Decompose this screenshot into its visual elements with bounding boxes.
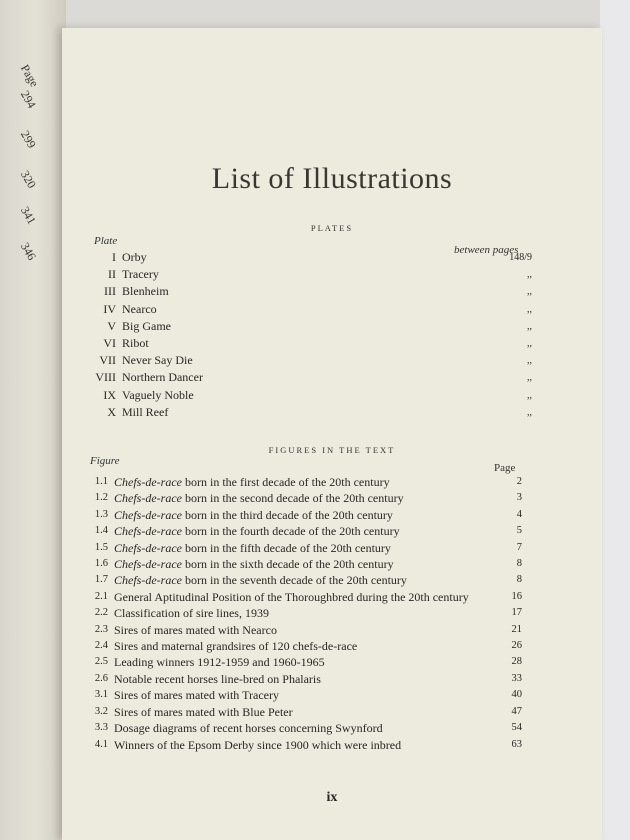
- figure-title: [114, 687, 478, 703]
- plate-name: Tracery: [122, 267, 159, 282]
- figure-row: [82, 556, 522, 572]
- plate-page: ,,: [527, 389, 532, 401]
- figure-page: 8: [516, 574, 522, 586]
- figure-title-text: born in the third decade of the 20th century: [181, 507, 393, 522]
- figure-row: [82, 687, 522, 703]
- plates-column-label: Plate: [94, 235, 118, 247]
- figure-page: 54: [511, 722, 522, 734]
- page-folio: ix: [326, 790, 338, 805]
- figure-title-text: born in the sixth decade of the 20th century: [181, 557, 394, 572]
- plate-name: Vaguely Noble: [122, 387, 194, 402]
- figure-page: 47: [511, 705, 522, 717]
- plate-page: ,,: [527, 269, 532, 281]
- figure-title-text: Sires of mares mated with Blue Peter: [114, 704, 293, 719]
- plate-name: Mill Reef: [122, 404, 169, 419]
- previous-page-number: 346: [17, 240, 39, 263]
- figure-title: [114, 490, 478, 506]
- plate-name: Big Game: [122, 318, 171, 333]
- figure-page: 16: [511, 590, 522, 602]
- plate-name: Orby: [122, 250, 147, 264]
- plate-number: II: [108, 267, 116, 282]
- plate-number: I: [112, 250, 116, 264]
- plate-number: IV: [103, 301, 116, 316]
- figure-title: [114, 704, 478, 720]
- figure-title-lead: Chefs-de-race: [114, 540, 182, 555]
- figure-title-text: Sires of mares mated with Nearco: [114, 622, 277, 637]
- figure-title-lead: Chefs-de-race: [114, 507, 182, 522]
- plate-number: VII: [99, 353, 116, 368]
- figure-title-text: Winners of the Epsom Derby since 1900 which were inbred: [114, 737, 402, 752]
- plate-row: [92, 352, 532, 369]
- plate-page: ,,: [527, 337, 532, 349]
- background-wall: [600, 0, 630, 840]
- book-page: [62, 28, 602, 840]
- figure-number: 2.3: [94, 623, 108, 635]
- figure-title: [114, 507, 478, 523]
- figure-row: [82, 671, 522, 687]
- page-title: List of Illustrations: [211, 162, 453, 195]
- plate-row: [92, 387, 532, 404]
- figure-title: [114, 523, 478, 539]
- figure-number: 1.2: [94, 492, 108, 504]
- figure-page: 3: [516, 492, 522, 504]
- figure-title: [114, 605, 478, 621]
- plate-number: VIII: [95, 370, 116, 385]
- figure-page: 5: [516, 525, 522, 537]
- previous-page-label: Page: [17, 62, 42, 90]
- figure-title-text: born in the seventh decade of the 20th century: [181, 573, 407, 588]
- figure-title: [114, 737, 478, 753]
- figure-title-lead: Chefs-de-race: [114, 475, 182, 489]
- figure-number: 1.5: [94, 541, 108, 553]
- figure-number: 1.1: [94, 476, 108, 487]
- plate-number: III: [104, 284, 116, 299]
- figure-number: 1.3: [94, 508, 108, 520]
- figure-title: [114, 540, 478, 556]
- plate-name: Blenheim: [122, 284, 169, 299]
- figure-title-text: Classification of sire lines, 1939: [114, 606, 269, 621]
- figure-number: 3.1: [94, 689, 108, 701]
- plate-page: 148/9: [509, 252, 532, 263]
- figure-number: 2.1: [94, 590, 108, 602]
- figure-row: [82, 622, 522, 638]
- plate-row: [92, 369, 532, 386]
- figure-title-text: born in the first decade of the 20th century: [181, 475, 390, 489]
- plate-number: VI: [103, 335, 116, 350]
- figure-title-text: born in the fifth decade of the 20th century: [181, 540, 391, 555]
- figure-page: 21: [511, 623, 522, 635]
- figure-row: [82, 540, 522, 556]
- figure-row: [82, 507, 522, 523]
- plate-page: ,,: [527, 406, 532, 418]
- plate-page: ,,: [527, 372, 532, 384]
- plate-row: [92, 283, 532, 300]
- figures-heading: FIGURES IN THE TEXT: [268, 445, 396, 455]
- figure-row: [82, 474, 522, 490]
- figures-page-label: Page: [494, 462, 516, 474]
- figure-page: 7: [516, 541, 522, 553]
- figure-row: [82, 523, 522, 539]
- figure-title: [114, 720, 478, 736]
- figure-title-lead: Chefs-de-race: [114, 573, 182, 588]
- plate-name: Northern Dancer: [122, 370, 203, 385]
- plate-number: IX: [103, 387, 116, 402]
- figure-row: [82, 720, 522, 736]
- plates-pages-label: between pages: [454, 244, 519, 256]
- figure-title-text: born in the second decade of the 20th century: [181, 491, 404, 506]
- previous-page-number: 320: [17, 168, 39, 191]
- figure-page: 28: [511, 656, 522, 668]
- plate-page: ,,: [527, 286, 532, 298]
- figure-title-text: Sires and maternal grandsires of 120 chefs-de-race: [114, 639, 358, 654]
- figure-title-text: Dosage diagrams of recent horses concerning Swynford: [114, 721, 383, 736]
- figure-row: [82, 605, 522, 621]
- figure-title: [114, 474, 478, 490]
- previous-page-number: 294: [17, 88, 39, 111]
- figure-title-lead: Chefs-de-race: [114, 491, 182, 506]
- plates-heading: PLATES: [310, 223, 354, 233]
- figure-title-lead: Chefs-de-race: [114, 557, 182, 572]
- figure-number: 2.5: [94, 656, 108, 668]
- figure-number: 1.7: [94, 574, 108, 586]
- figure-number: 1.4: [94, 525, 108, 537]
- plate-row: [92, 266, 532, 283]
- plate-row: [92, 301, 532, 318]
- figure-number: 4.1: [94, 738, 108, 750]
- figures-column-label: Figure: [90, 455, 120, 467]
- plate-page: ,,: [527, 355, 532, 367]
- figure-row: [82, 737, 522, 753]
- figure-title: [114, 654, 478, 670]
- figure-number: 3.3: [94, 722, 108, 734]
- figure-title: [114, 622, 478, 638]
- figure-row: [82, 638, 522, 654]
- figure-title-text: Sires of mares mated with Tracery: [114, 688, 279, 703]
- plate-row: [92, 335, 532, 352]
- figure-row: [82, 490, 522, 506]
- plate-page: ,,: [527, 320, 532, 332]
- figure-number: 2.6: [94, 672, 108, 684]
- figure-number: 2.2: [94, 607, 108, 619]
- plate-name: Never Say Die: [122, 353, 193, 368]
- figure-title: [114, 572, 478, 588]
- figure-row: [82, 572, 522, 588]
- figure-number: 3.2: [94, 705, 108, 717]
- plate-name: Nearco: [122, 301, 157, 316]
- figure-row: [82, 704, 522, 720]
- figure-page: 40: [511, 689, 522, 701]
- previous-page-number: 341: [17, 204, 39, 227]
- plate-number: V: [107, 318, 116, 333]
- plate-row: [92, 318, 532, 335]
- figure-title: [114, 638, 478, 654]
- figure-page: 33: [511, 672, 522, 684]
- figure-title-text: born in the fourth decade of the 20th century: [181, 524, 400, 539]
- plate-page: ,,: [527, 303, 532, 315]
- plate-name: Ribot: [122, 335, 149, 350]
- figure-title-lead: Chefs-de-race: [114, 524, 182, 539]
- figure-page: 2: [516, 476, 522, 487]
- previous-page: [0, 0, 66, 840]
- figure-page: 63: [511, 738, 522, 750]
- figure-title: [114, 556, 478, 572]
- figure-number: 1.6: [94, 558, 108, 570]
- plate-number: X: [107, 404, 116, 419]
- plate-row: [92, 249, 532, 266]
- figure-title-text: Notable recent horses line-bred on Phalaris: [114, 671, 321, 686]
- figure-row: [82, 589, 522, 605]
- previous-page-number: 299: [17, 128, 39, 151]
- plates-list: [92, 249, 532, 421]
- figure-title-text: General Aptitudinal Position of the Thoroughbred during the 20th century: [114, 589, 469, 604]
- figure-title: [114, 589, 478, 605]
- figure-title: [114, 671, 478, 687]
- figure-page: 26: [511, 640, 522, 652]
- figure-title-text: Leading winners 1912-1959 and 1960-1965: [114, 655, 325, 670]
- figure-page: 4: [516, 508, 522, 520]
- figure-page: 17: [511, 607, 522, 619]
- figure-row: [82, 654, 522, 670]
- figure-page: 8: [516, 558, 522, 570]
- figures-list: [82, 474, 522, 753]
- figure-number: 2.4: [94, 640, 108, 652]
- plate-row: [92, 404, 532, 421]
